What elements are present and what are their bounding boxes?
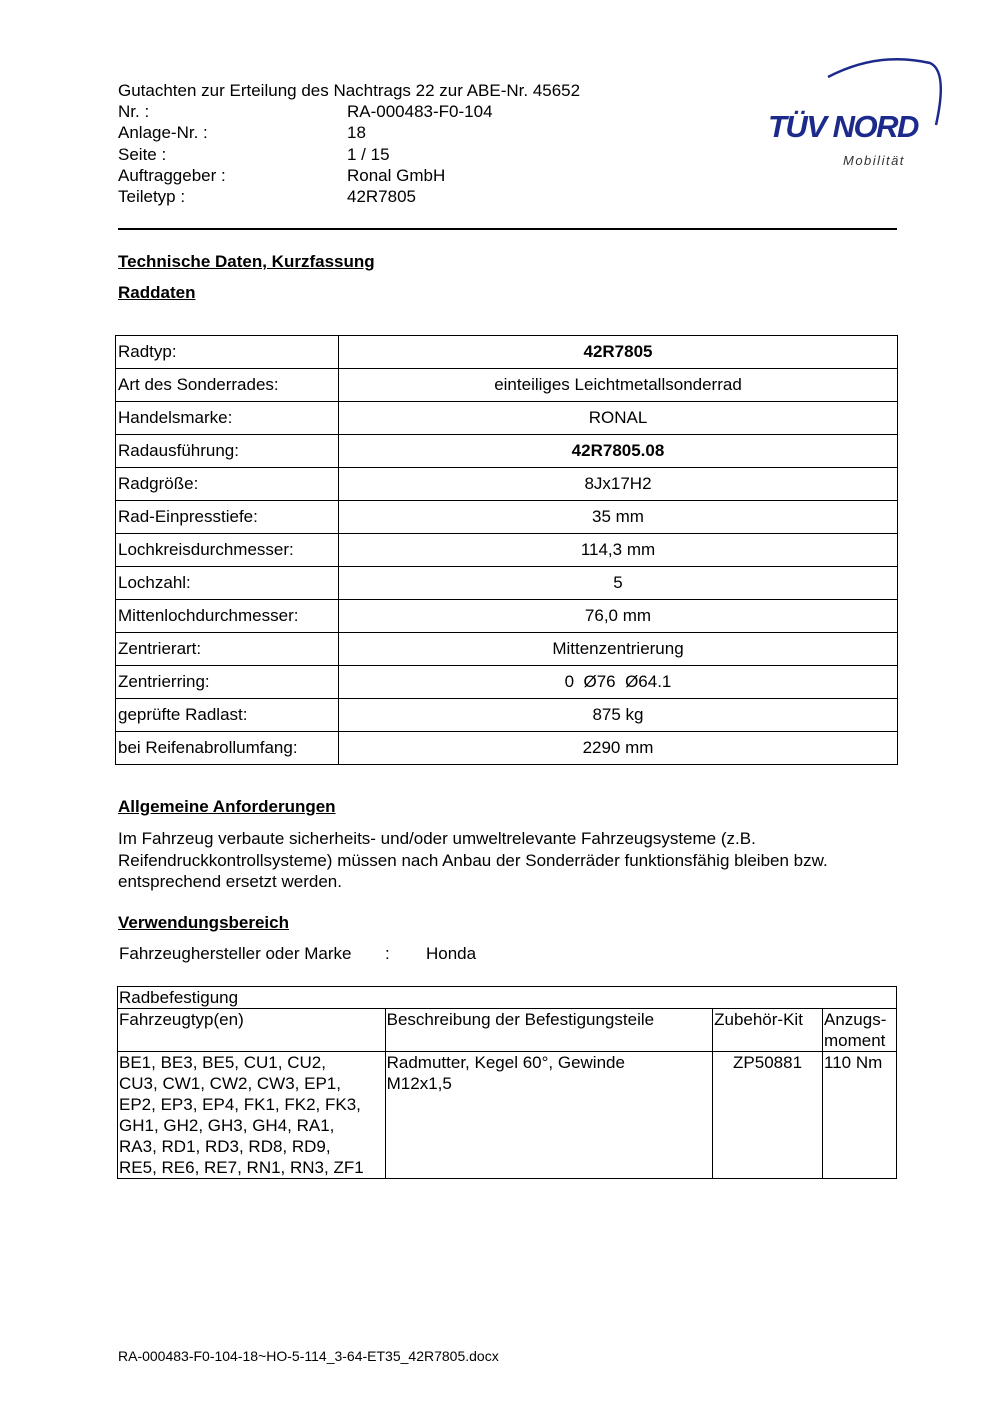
row-value: 35 mm (339, 501, 898, 534)
table-row (116, 402, 898, 435)
manufacturer-line (119, 944, 476, 964)
svg-text:Mobilität: Mobilität (843, 153, 905, 168)
cell-fastener-description (385, 1052, 712, 1179)
table-row (116, 666, 898, 699)
row-value: Mittenzentrierung (339, 633, 898, 666)
header-fastener-description: Beschreibung der Befestigungsteile (385, 1009, 712, 1052)
row-label: Radgröße: (116, 468, 339, 501)
header-row-teiletyp (118, 186, 580, 207)
vehicle-types-line: BE1, BE3, BE5, CU1, CU2, (119, 1053, 326, 1072)
header-row-anlage (118, 122, 580, 143)
table-row (116, 699, 898, 732)
header-label: Teiletyp : (118, 187, 186, 207)
header-label: Seite : (118, 144, 167, 164)
section-heading-technical-data: Technische Daten, Kurzfassung (118, 252, 375, 271)
document-header (118, 80, 580, 207)
header-label: Anlage-Nr. : (118, 123, 208, 143)
row-value: 8Jx17H2 (339, 468, 898, 501)
row-label: Rad-Einpresstiefe: (116, 501, 339, 534)
header-torque: Anzugs-moment (823, 1009, 897, 1052)
mounting-title: Radbefestigung (118, 987, 897, 1009)
manufacturer-value: Honda (426, 944, 477, 963)
row-value: 42R7805.08 (339, 435, 898, 468)
row-label: Radtyp: (116, 336, 339, 369)
table-row (116, 534, 898, 567)
header-row-seite (118, 144, 580, 165)
section-heading-scope: Verwendungsbereich (118, 913, 289, 932)
table-row (116, 501, 898, 534)
header-value: 1 / 15 (347, 144, 390, 164)
mounting-table (117, 986, 897, 1179)
manufacturer-separator: : (385, 944, 390, 963)
row-label: geprüfte Radlast: (116, 699, 339, 732)
header-row-auftraggeber (118, 165, 580, 186)
header-value: 42R7805 (347, 187, 417, 207)
table-row (118, 1052, 897, 1179)
table-row (116, 633, 898, 666)
row-label: Radausführung: (116, 435, 339, 468)
table-row (116, 732, 898, 765)
footer-filename: RA-000483-F0-104-18~HO-5-114_3-64-ET35_42R7805.docx (118, 1348, 499, 1364)
table-row (116, 369, 898, 402)
vehicle-types-line: GH1, GH2, GH3, GH4, RA1, (119, 1116, 335, 1135)
vehicle-types-line: RA3, RD1, RD3, RD8, RD9, (119, 1137, 331, 1156)
section-heading-general-requirements: Allgemeine Anforderungen (118, 797, 336, 816)
table-row (118, 987, 897, 1009)
vehicle-types-line: EP2, EP3, EP4, FK1, FK2, FK3, (119, 1095, 361, 1114)
row-label: Handelsmarke: (116, 402, 339, 435)
table-row (116, 567, 898, 600)
header-value: RA-000483-F0-104 (347, 102, 493, 122)
document-title: Gutachten zur Erteilung des Nachtrags 22 zur ABE-Nr. 45652 (118, 81, 581, 100)
manufacturer-label: Fahrzeughersteller oder Marke (119, 944, 352, 963)
vehicle-types-line: RE5, RE6, RE7, RN1, RN3, ZF1 (119, 1158, 364, 1177)
row-label: bei Reifenabrollumfang: (116, 732, 339, 765)
row-value: RONAL (339, 402, 898, 435)
row-value: 0 Ø76 Ø64.1 (339, 666, 898, 699)
header-accessory-kit: Zubehör-Kit (713, 1009, 823, 1052)
header-value: Ronal GmbH (347, 165, 446, 185)
row-value: 76,0 mm (339, 600, 898, 633)
cell-torque: 110 Nm (823, 1052, 897, 1179)
table-row (116, 435, 898, 468)
row-value: 114,3 mm (339, 534, 898, 567)
header-label: Auftraggeber : (118, 165, 226, 185)
row-value: einteiliges Leichtmetallsonderrad (339, 369, 898, 402)
row-value: 875 kg (339, 699, 898, 732)
row-label: Lochzahl: (116, 567, 339, 600)
tuv-nord-logo (760, 55, 945, 175)
requirements-paragraph: Im Fahrzeug verbaute sicherheits- und/oder umweltrelevante Fahrzeugsysteme (z.B. Reifendruckkontrollsysteme) müssen nach Anbau der Sonderräder funktionsfähig bleiben bzw. entsprechend ersetzt werden. (118, 829, 828, 891)
row-label: Zentrierring: (116, 666, 339, 699)
row-label: Mittenlochdurchmesser: (116, 600, 339, 633)
header-value: 18 (347, 123, 366, 143)
wheel-data-table (115, 335, 898, 765)
header-label: Nr. : (118, 102, 150, 122)
vehicle-types-line: CU3, CW1, CW2, CW3, EP1, (119, 1074, 341, 1093)
table-row (116, 336, 898, 369)
row-value: 5 (339, 567, 898, 600)
header-divider (118, 228, 897, 230)
table-row (116, 600, 898, 633)
description-line: M12x1,5 (386, 1074, 452, 1093)
table-header-row (118, 1009, 897, 1052)
cell-accessory-kit: ZP50881 (713, 1052, 823, 1179)
table-row (116, 468, 898, 501)
header-vehicle-types: Fahrzeugtyp(en) (118, 1009, 386, 1052)
row-label: Lochkreisdurchmesser: (116, 534, 339, 567)
svg-text:TÜV NORD: TÜV NORD (768, 109, 918, 144)
row-value: 42R7805 (339, 336, 898, 369)
row-label: Zentrierart: (116, 633, 339, 666)
row-value: 2290 mm (339, 732, 898, 765)
description-line: Radmutter, Kegel 60°, Gewinde (386, 1053, 625, 1072)
header-row-nr (118, 101, 580, 122)
row-label: Art des Sonderrades: (116, 369, 339, 402)
cell-vehicle-types (118, 1052, 386, 1179)
section-heading-raddaten: Raddaten (118, 283, 196, 302)
